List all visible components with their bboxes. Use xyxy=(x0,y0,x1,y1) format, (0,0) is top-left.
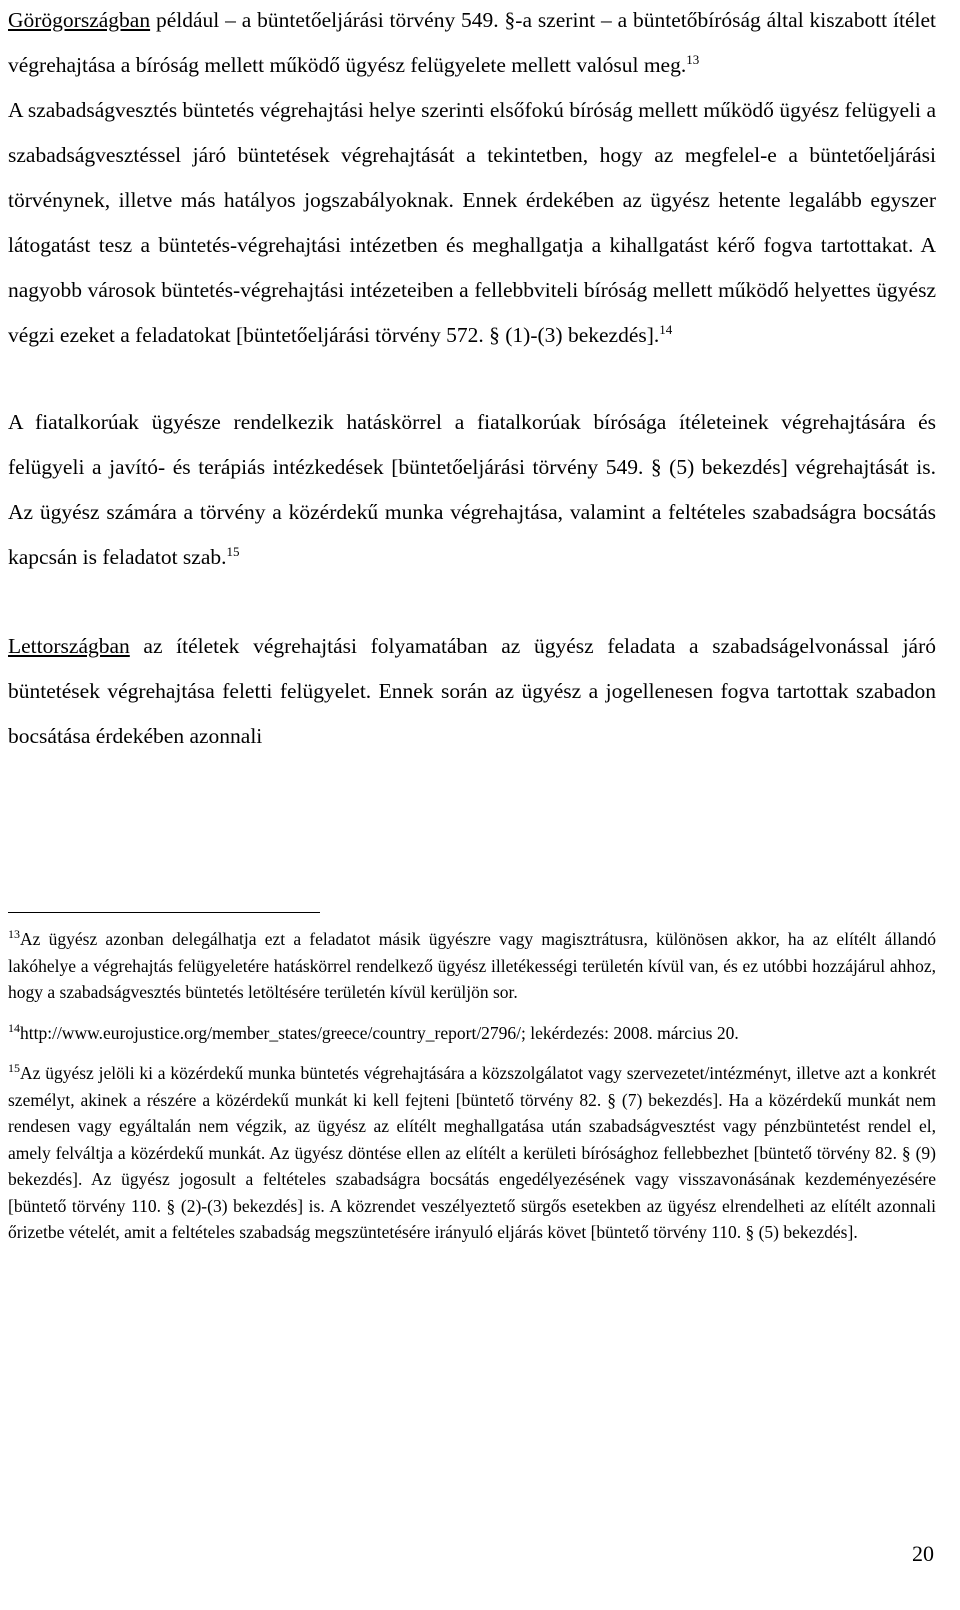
footnote-15 xyxy=(8,1060,936,1246)
footnote-text: Az ügyész jelöli ki a közérdekű munka büntetés végrehajtására a közszolgálatot vagy szervezetet/intézményt, illetve azt a konkrét személyt, akinek a részére a közérdekű munkát ki kell fejteni [büntető törvény 82. § (7) bekezdés]. Ha a közérdekű munkát nem rendesen vagy egyáltalán nem végzik, az ügyész az elítélt meghallgatása után szabadságvesztést vagy pénzbüntetést rendel el, amely felváltja a közérdekű munkát. Az ügyész döntése ellen az elítélt a kerületi bírósághoz fellebbezhet [büntető törvény 82. § (9) bekezdés]. Az ügyész jogosult a feltételes szabadságra bocsátás engedélyezésének vagy visszavonásának kezdeményezésére [büntető törvény 110. § (2)-(3) bekezdés] is. A közrendet veszélyeztető sürgős esetekben az ügyész elrendelheti az elítélt azonnali őrizetbe vételét, amit a feltételes szabadság megszüntetésére irányuló eljárás követ [büntető törvény 110. § (5) bekezdés]. xyxy=(8,1063,936,1242)
footnotes xyxy=(8,926,936,1246)
paragraph-greece-intro xyxy=(8,0,936,88)
footnote-13 xyxy=(8,926,936,1006)
footnote-ref-13: 13 xyxy=(686,51,700,67)
footnote-number: 15 xyxy=(8,1061,20,1076)
paragraph-text: A fiatalkorúak ügyésze rendelkezik hatáskörrel a fiatalkorúak bírósága ítéleteinek végrehajtására és felügyeli a javító- és terápiás intézkedések [büntetőeljárási törvény 549. § (5) bekezdés] végrehajtását is. Az ügyész számára a törvény a közérdekű munka végrehajtása, valamint a feltételes szabadságra bocsátás kapcsán is feladatot szab. xyxy=(8,410,936,569)
paragraph-text: az ítéletek végrehajtási folyamatában az ügyész feladata a szabadságelvonással járó büntetések végrehajtása feletti felügyelet. Ennek során az ügyész a jogellenesen fogva tartottak szabadon bocsátása érdekében azonnali xyxy=(8,634,936,748)
footnote-text: Az ügyész azonban delegálhatja ezt a feladatot másik ügyészre vagy magisztrátusra, különösen akkor, ha az elítélt állandó lakóhelye a végrehajtás felügyeletére hatáskörrel rendelkező ügyész illetékességi területén kívül van, és ez utóbbi hozzájárul ahhoz, hogy a szabadságvesztés büntetés letöltésére területén kívül kerüljön sor. xyxy=(8,929,936,1002)
paragraph-text: például – a büntetőeljárási törvény 549. §-a szerint – a büntetőbíróság által kiszabott ítélet végrehajtása a bíróság mellett működő ügyész felügyelete mellett valósul meg. xyxy=(8,8,936,77)
country-greece-link: Görögországban xyxy=(8,8,151,32)
paragraph-text: A szabadságvesztés büntetés végrehajtási helye szerinti elsőfokú bíróság mellett működő ügyész felügyeli a szabadságvesztéssel járó büntetések végrehajtását a tekintetben, hogy az megfelel-e a büntetőeljárási törvénynek, illetve más hatályos jogszabályoknak. Ennek érdekében az ügyész hetente legalább egyszer látogatást tesz a büntetés-végrehajtási intézetben és meghallgatja a kihallgatást kérő fogva tartottakat. A nagyobb városok büntetés-végrehajtási intézeteiben a fellebbviteli bíróság mellett működő helyettes ügyész végzi ezeket a feladatokat [büntetőeljárási törvény 572. § (1)-(3) bekezdés]. xyxy=(8,98,936,347)
footnote-number: 14 xyxy=(8,1020,20,1035)
footnote-ref-15: 15 xyxy=(226,543,240,559)
footnote-ref-14: 14 xyxy=(659,321,673,337)
paragraph-greece-prisons xyxy=(8,88,936,358)
paragraph-greece-juveniles xyxy=(8,400,936,580)
footnote-url-text[interactable]: http://www.eurojustice.org/member_states/greece/country_report/2796/; lekérdezés: 2008. március 20. xyxy=(20,1022,739,1043)
footnote-number: 13 xyxy=(8,927,20,942)
page-number: 20 xyxy=(912,1541,934,1566)
paragraph-latvia xyxy=(8,624,936,759)
main-text xyxy=(8,0,936,759)
footnote-14 xyxy=(8,1020,936,1047)
footnote-separator xyxy=(8,912,320,913)
country-latvia-link: Lettországban xyxy=(8,634,130,658)
